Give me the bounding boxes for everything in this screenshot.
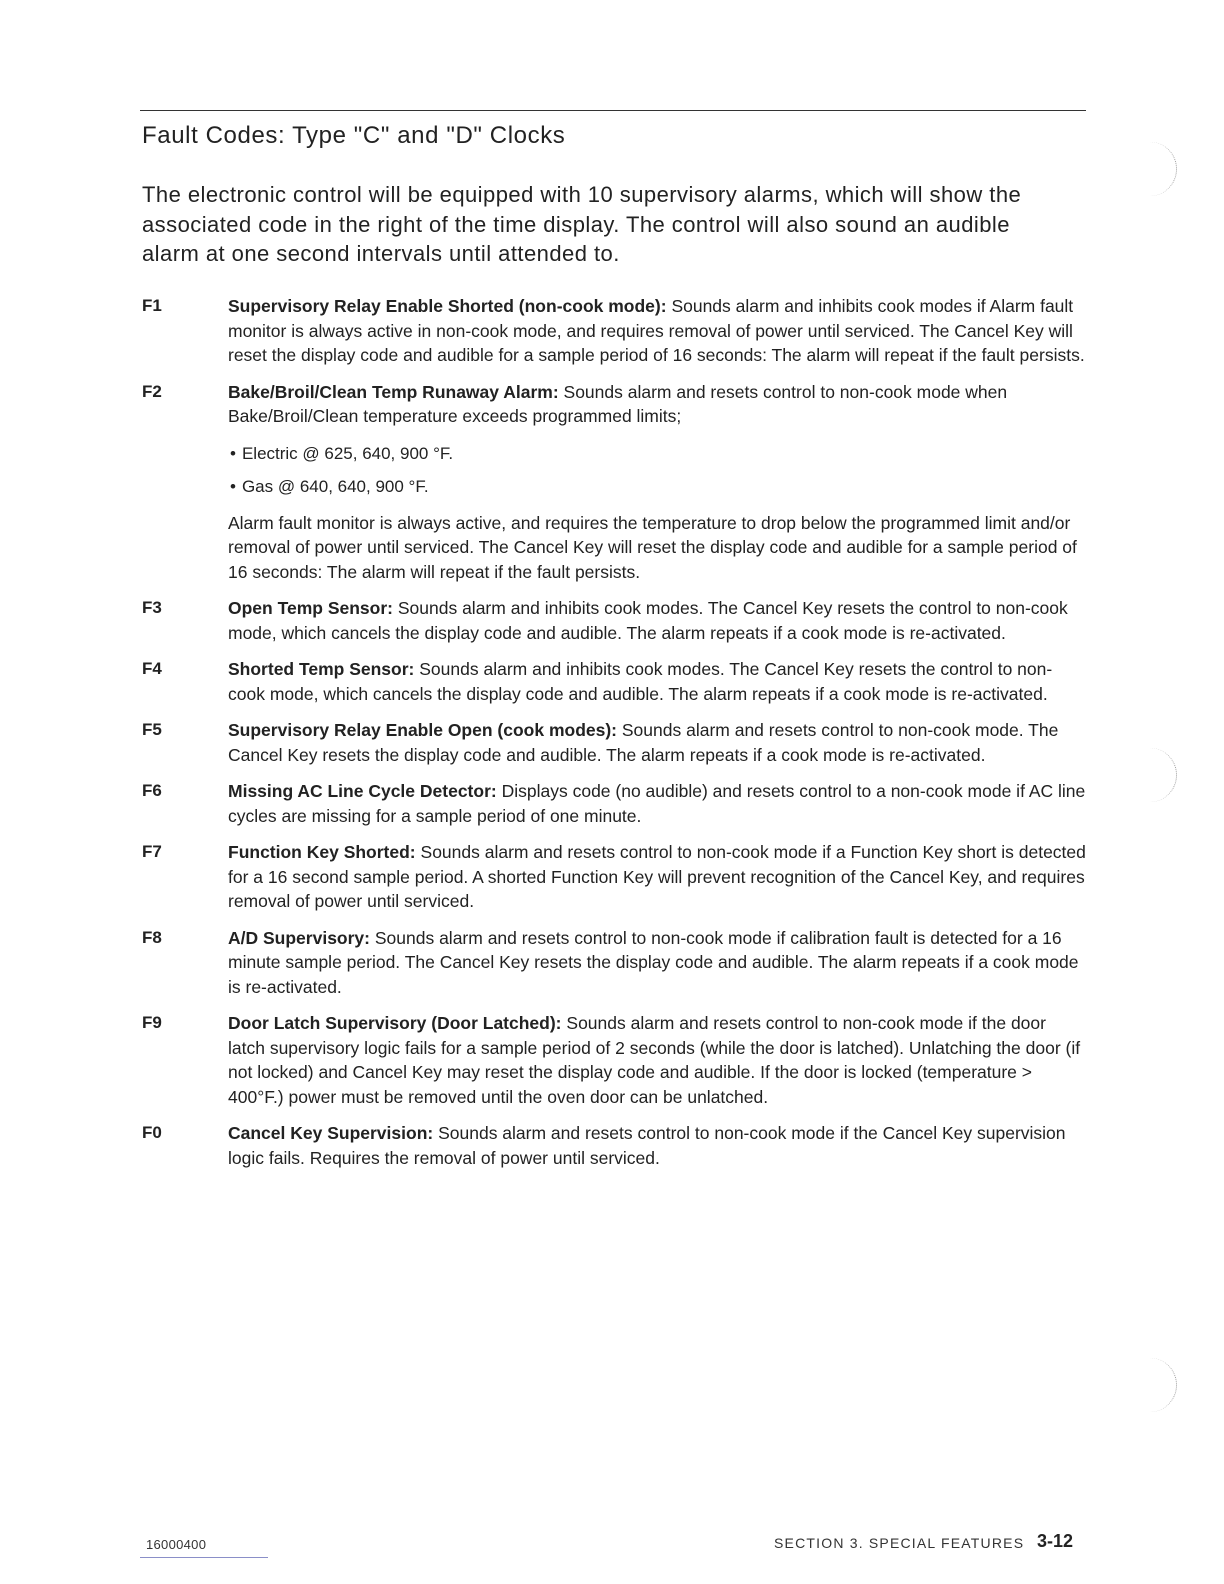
- fault-code: F7: [142, 842, 162, 861]
- fault-description: [228, 1011, 1087, 1109]
- fault-description: [228, 840, 1087, 914]
- binder-hole-bottom: [1150, 1358, 1177, 1412]
- fault-code: F3: [142, 598, 162, 617]
- fault-entry-f7: [142, 840, 1087, 914]
- fault-text: Sounds alarm and resets control to non-cook mode if the door latch supervisory logic fails for a sample period of 2 seconds (while the door is latched). Unlatching the door (if not locked) and Cancel Key may reset the display code and audible. If the door is locked (temperature > 400°F.) power must be removed until the oven door can be unlatched.: [228, 1013, 1081, 1107]
- fault-entry-f3: [142, 596, 1087, 645]
- fault-code: F6: [142, 781, 162, 800]
- fault-name: A/D Supervisory:: [228, 927, 370, 948]
- fault-text: Sounds alarm and resets control to non-cook mode when Bake/Broil/Clean temperature exceeds programmed limits;: [228, 381, 1008, 426]
- fault-name: Shorted Temp Sensor:: [228, 659, 415, 679]
- fault-description: [228, 294, 1087, 368]
- fault-text: Displays code (no audible) and resets control to a non-cook mode if AC line cycles are missing for a sample period of one minute.: [228, 781, 1086, 826]
- binder-hole-top: [1150, 142, 1177, 196]
- fault-entry-f0: [142, 1121, 1087, 1170]
- fault-description: [228, 779, 1087, 828]
- fault-name: Supervisory Relay Enable Shorted (non-cook mode):: [228, 296, 667, 316]
- fault-text: Sounds alarm and inhibits cook modes if Alarm fault monitor is always active in non-cook mode, and requires removal of power until serviced. The Cancel Key will reset the display code and audible for a sample period of 16 seconds: The alarm will repeat if the fault persists.: [228, 296, 1085, 365]
- fault-text: Sounds alarm and inhibits cook modes. The Cancel Key resets the control to non-cook mode, which cancels the display code and audible. The alarm repeats if a cook mode is re-activated.: [228, 598, 1068, 643]
- fault-name: Door Latch Supervisory (Door Latched):: [228, 1013, 562, 1033]
- temperature-limit-list: [228, 437, 1087, 503]
- page-number: 3-12: [1037, 1531, 1074, 1551]
- section-label: SECTION 3. SPECIAL FEATURES: [774, 1535, 1025, 1551]
- fault-text: Sounds alarm and inhibits cook modes. The Cancel Key resets the control to non-cook mode, which cancels the display code and audible. The alarm repeats if a cook mode is re-activated.: [228, 659, 1053, 704]
- fault-entry-f5: [142, 718, 1087, 767]
- fault-name: Function Key Shorted:: [228, 842, 416, 862]
- fault-code: F1: [142, 296, 162, 315]
- fault-entry-f9: [142, 1011, 1087, 1109]
- document-number: 16000400: [146, 1537, 207, 1552]
- fault-entry-f1: [142, 294, 1087, 368]
- fault-entry-f6: [142, 779, 1087, 828]
- fault-code-list: [142, 294, 1087, 1182]
- fault-name: Cancel Key Supervision:: [228, 1123, 434, 1143]
- fault-description: [228, 596, 1087, 645]
- fault-code: F9: [142, 1013, 162, 1032]
- page-title: Fault Codes: Type "C" and "D" Clocks: [142, 122, 566, 149]
- fault-name: Missing AC Line Cycle Detector:: [228, 781, 497, 801]
- fault-entry-f8: [142, 926, 1087, 1000]
- list-item: • Electric @ 625, 640, 900 °F.: [228, 437, 1087, 470]
- fault-description: [228, 926, 1087, 1000]
- fault-code: F2: [142, 381, 162, 401]
- fault-code: F4: [142, 659, 162, 678]
- fault-description: [228, 380, 1087, 585]
- fault-text: Sounds alarm and resets control to non-cook mode if calibration fault is detected for a 16 minute sample period. The Cancel Key resets the display code and audible. The alarm repeats if a cook mode is re-activated.: [228, 927, 1079, 997]
- fault-text-continued: Alarm fault monitor is always active, and requires the temperature to drop below the programmed limit and/or removal of power until serviced. The Cancel Key will reset the display code and audible for a sample period of 16 seconds: The alarm will repeat if the fault persists.: [228, 512, 1077, 582]
- fault-text: Sounds alarm and resets control to non-cook mode if the Cancel Key supervision logic fails. Requires the removal of power until serviced.: [228, 1123, 1066, 1168]
- fault-description: [228, 718, 1087, 767]
- fault-description: [228, 1121, 1087, 1170]
- fault-text: Sounds alarm and resets control to non-cook mode if a Function Key short is detected for a 16 second sample period. A shorted Function Key will prevent recognition of the Cancel Key, and requires removal of power until serviced.: [228, 842, 1086, 911]
- fault-code: F8: [142, 927, 162, 947]
- fault-description: [228, 657, 1087, 706]
- list-item: • Gas @ 640, 640, 900 °F.: [228, 470, 1087, 503]
- fault-code: F0: [142, 1123, 162, 1142]
- fault-entry-f4: [142, 657, 1087, 706]
- fault-name: Supervisory Relay Enable Open (cook modes):: [228, 720, 617, 740]
- fault-text: Sounds alarm and resets control to non-cook mode. The Cancel Key resets the display code and audible. The alarm repeats if a cook mode is re-activated.: [228, 720, 1059, 765]
- fault-name: Open Temp Sensor:: [228, 598, 393, 618]
- intro-paragraph: The electronic control will be equipped with 10 supervisory alarms, which will show the associated code in the right of the time display. The control will also sound an audible alarm at one second intervals until attended to.: [142, 182, 1022, 266]
- fault-name: Bake/Broil/Clean Temp Runaway Alarm:: [228, 381, 559, 402]
- fault-code: F5: [142, 720, 162, 739]
- footer-rule: [140, 1557, 268, 1558]
- header-rule: [140, 110, 1086, 111]
- binder-hole-middle: [1150, 748, 1177, 802]
- fault-entry-f2: [142, 380, 1087, 585]
